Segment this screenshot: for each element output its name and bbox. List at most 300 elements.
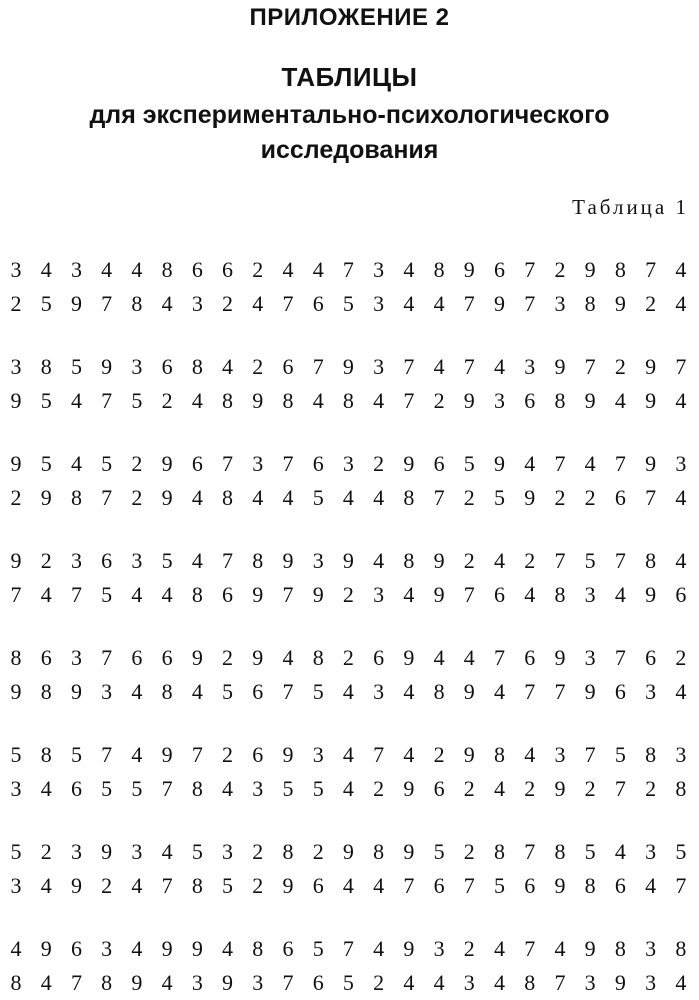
table-cell: 4: [614, 388, 626, 413]
table-cell: 8: [433, 679, 445, 704]
table-cell: 7: [524, 257, 536, 282]
table-cell: 9: [554, 873, 566, 898]
table-cell: 9: [191, 645, 203, 670]
table-cell: 8: [10, 645, 22, 670]
table-cell: 9: [614, 970, 626, 995]
table-cell: 4: [312, 257, 324, 282]
table-cell: 5: [282, 776, 294, 801]
table-cell: 9: [645, 451, 657, 476]
table-cell: 7: [524, 839, 536, 864]
table-cell: 4: [70, 388, 82, 413]
table-cell: 9: [554, 645, 566, 670]
table-cell: 8: [40, 742, 52, 767]
table-cell: 7: [101, 291, 113, 316]
table-cell: 4: [191, 485, 203, 510]
table-cell: 2: [252, 839, 264, 864]
table-cell: 2: [463, 776, 475, 801]
table-cell: 4: [403, 679, 415, 704]
table-row: [6, 291, 691, 317]
table-cell: 2: [131, 485, 143, 510]
table-cell: 6: [312, 291, 324, 316]
table-cell: 8: [70, 485, 82, 510]
table-cell: 4: [403, 257, 415, 282]
table-cell: 3: [675, 742, 687, 767]
table-cell: 4: [614, 582, 626, 607]
table-cell: 9: [312, 582, 324, 607]
table-cell: 7: [463, 354, 475, 379]
table-cell: 3: [70, 839, 82, 864]
table-cell: 3: [70, 645, 82, 670]
table-cell: 7: [584, 354, 596, 379]
table-row: [6, 485, 691, 511]
table-row: [6, 679, 691, 705]
table-cell: 3: [312, 548, 324, 573]
table-cell: 8: [584, 873, 596, 898]
table-cell: 6: [614, 485, 626, 510]
table-row: [6, 970, 691, 996]
table-cell: 3: [101, 679, 113, 704]
table-cell: 4: [222, 354, 234, 379]
table-cell: 4: [403, 970, 415, 995]
table-cell: 2: [312, 839, 324, 864]
table-cell: 9: [645, 354, 657, 379]
table-cell: 4: [463, 645, 475, 670]
table-cell: 5: [10, 742, 22, 767]
table-cell: 7: [342, 936, 354, 961]
table-cell: 8: [433, 257, 445, 282]
table-cell: 7: [282, 582, 294, 607]
appendix-heading: ПРИЛОЖЕНИЕ 2: [249, 4, 450, 31]
table-cell: 3: [312, 742, 324, 767]
table-cell: 4: [131, 936, 143, 961]
table-cell: 7: [614, 451, 626, 476]
table-cell: 9: [40, 936, 52, 961]
table-cell: 4: [282, 645, 294, 670]
table-cell: 5: [584, 839, 596, 864]
table-cell: 8: [554, 388, 566, 413]
table-cell: 8: [282, 839, 294, 864]
table-cell: 7: [463, 582, 475, 607]
table-cell: 2: [675, 645, 687, 670]
table-cell: 7: [403, 354, 415, 379]
table-cell: 5: [494, 485, 505, 510]
table-cell: 2: [10, 485, 22, 510]
table-cell: 4: [494, 970, 505, 995]
table-cell: 6: [675, 582, 687, 607]
table-cell: 7: [554, 970, 566, 995]
table-cell: 2: [252, 873, 264, 898]
table-cell: 4: [161, 291, 173, 316]
table-cell: 4: [494, 548, 505, 573]
table-cell: 4: [373, 936, 385, 961]
table-cell: 8: [191, 582, 203, 607]
table-cell: 4: [675, 485, 687, 510]
table-cell: 7: [463, 873, 475, 898]
table-cell: 2: [524, 548, 536, 573]
subtitle-line-1: для экспериментально-психологического: [89, 101, 610, 129]
table-cell: 3: [645, 839, 657, 864]
table-cell: 6: [131, 645, 143, 670]
subtitle-line-2: исследования: [260, 136, 439, 164]
table-cell: 6: [161, 354, 173, 379]
table-cell: 8: [131, 291, 143, 316]
table-cell: 5: [222, 679, 234, 704]
table-cell: 7: [403, 873, 415, 898]
table-cell: 3: [373, 582, 385, 607]
table-row: [6, 451, 691, 477]
table-row: [6, 388, 691, 414]
table-cell: 9: [161, 742, 173, 767]
table-cell: 9: [645, 582, 657, 607]
table-cell: 4: [40, 873, 52, 898]
table-cell: 4: [40, 970, 52, 995]
table-cell: 5: [433, 839, 445, 864]
table-cell: 9: [554, 354, 566, 379]
table-cell: 7: [312, 354, 324, 379]
table-cell: 5: [101, 451, 113, 476]
table-cell: 2: [645, 776, 657, 801]
table-cell: 9: [40, 485, 52, 510]
table-cell: 3: [675, 451, 687, 476]
table-cell: 4: [222, 936, 234, 961]
table-cell: 8: [645, 742, 657, 767]
table-cell: 5: [614, 742, 626, 767]
table-cell: 2: [584, 776, 596, 801]
table-cell: 4: [161, 839, 173, 864]
table-cell: 5: [40, 388, 52, 413]
table-cell: 7: [342, 257, 354, 282]
table-row: [6, 582, 691, 608]
table-cell: 8: [252, 936, 264, 961]
table-cell: 4: [161, 582, 173, 607]
table-cell: 9: [252, 582, 264, 607]
table-cell: 4: [584, 451, 596, 476]
table-cell: 6: [494, 582, 505, 607]
table-cell: 8: [614, 257, 626, 282]
table-cell: 7: [222, 548, 234, 573]
table-cell: 9: [433, 582, 445, 607]
table-cell: 9: [463, 257, 475, 282]
table-cell: 7: [675, 873, 687, 898]
table-cell: 6: [40, 645, 52, 670]
table-cell: 3: [131, 548, 143, 573]
table-cell: 2: [433, 388, 445, 413]
table-cell: 9: [282, 873, 294, 898]
table-cell: 9: [161, 485, 173, 510]
table-cell: 2: [342, 645, 354, 670]
table-cell: 5: [161, 548, 173, 573]
table-cell: 9: [252, 645, 264, 670]
table-cell: 2: [101, 873, 113, 898]
table-cell: 4: [524, 451, 536, 476]
table-cell: 7: [10, 582, 22, 607]
table-cell: 5: [101, 582, 113, 607]
table-cell: 7: [584, 742, 596, 767]
table-cell: 4: [252, 291, 264, 316]
table-cell: 3: [433, 936, 445, 961]
table-cell: 7: [282, 970, 294, 995]
table-cell: 6: [252, 742, 264, 767]
table-cell: 4: [524, 742, 536, 767]
table-cell: 9: [403, 839, 415, 864]
table-cell: 7: [524, 291, 536, 316]
table-cell: 5: [40, 451, 52, 476]
table-cell: 4: [433, 354, 445, 379]
table-cell: 9: [70, 873, 82, 898]
table-cell: 3: [645, 679, 657, 704]
table-cell: 9: [282, 742, 294, 767]
table-cell: 7: [554, 679, 566, 704]
table-cell: 9: [403, 645, 415, 670]
table-cell: 9: [70, 291, 82, 316]
table-cell: 8: [494, 742, 505, 767]
table-cell: 7: [282, 679, 294, 704]
table-cell: 9: [10, 451, 22, 476]
table-row: [6, 354, 691, 380]
table-cell: 6: [614, 873, 626, 898]
table-cell: 2: [222, 645, 234, 670]
table-cell: 5: [222, 873, 234, 898]
table-cell: 3: [70, 548, 82, 573]
table-cell: 3: [252, 451, 264, 476]
table-cell: 7: [70, 970, 82, 995]
table-cell: 7: [191, 742, 203, 767]
table-cell: 4: [494, 354, 505, 379]
table-cell: 6: [373, 645, 385, 670]
table-cell: 3: [10, 873, 22, 898]
table-cell: 9: [494, 291, 505, 316]
table-cell: 4: [191, 548, 203, 573]
table-cell: 9: [10, 548, 22, 573]
table-cell: 2: [463, 936, 475, 961]
table-cell: 2: [222, 742, 234, 767]
table-cell: 6: [494, 257, 505, 282]
table-cell: 3: [10, 257, 22, 282]
table-cell: 9: [584, 388, 596, 413]
table-cell: 7: [524, 679, 536, 704]
table-cell: 6: [222, 257, 234, 282]
table-cell: 4: [675, 388, 687, 413]
table-cell: 4: [373, 873, 385, 898]
table-cell: 4: [373, 485, 385, 510]
table-cell: 7: [373, 742, 385, 767]
table-cell: 3: [252, 776, 264, 801]
table-cell: 9: [403, 451, 415, 476]
table-cell: 2: [524, 776, 536, 801]
table-cell: 4: [342, 485, 354, 510]
table-cell: 9: [252, 388, 264, 413]
table-cell: 8: [614, 936, 626, 961]
table-cell: 2: [554, 485, 566, 510]
table-cell: 9: [191, 936, 203, 961]
table-cell: 5: [10, 839, 22, 864]
table-cell: 8: [40, 354, 52, 379]
table-cell: 4: [675, 257, 687, 282]
table-cell: 9: [403, 936, 415, 961]
table-cell: 4: [433, 970, 445, 995]
table-cell: 5: [191, 839, 203, 864]
table-cell: 2: [584, 485, 596, 510]
table-cell: 7: [101, 388, 113, 413]
table-cell: 4: [403, 582, 415, 607]
table-cell: 9: [584, 257, 596, 282]
table-cell: 2: [614, 354, 626, 379]
table-cell: 7: [101, 645, 113, 670]
table-cell: 5: [70, 742, 82, 767]
table-cell: 9: [101, 354, 113, 379]
table-cell: 4: [282, 485, 294, 510]
table-cell: 4: [131, 582, 143, 607]
table-cell: 9: [10, 388, 22, 413]
table-cell: 2: [252, 354, 264, 379]
table-cell: 9: [584, 679, 596, 704]
table-cell: 5: [675, 839, 687, 864]
table-cell: 6: [282, 354, 294, 379]
table-cell: 2: [131, 451, 143, 476]
table-cell: 5: [101, 776, 113, 801]
table-cell: 4: [433, 645, 445, 670]
table-cell: 9: [342, 839, 354, 864]
table-cell: 4: [342, 873, 354, 898]
table-cell: 8: [494, 839, 505, 864]
table-cell: 4: [131, 742, 143, 767]
table-cell: 4: [373, 548, 385, 573]
table-cell: 7: [101, 742, 113, 767]
table-cell: 8: [161, 679, 173, 704]
table-cell: 5: [584, 548, 596, 573]
table-cell: 4: [252, 485, 264, 510]
table-cell: 7: [70, 582, 82, 607]
table-cell: 8: [675, 776, 687, 801]
table-cell: 6: [191, 451, 203, 476]
table-cell: 3: [584, 970, 596, 995]
table-cell: 7: [282, 291, 294, 316]
table-cell: 3: [373, 291, 385, 316]
table-cell: 2: [433, 742, 445, 767]
table-cell: 7: [101, 485, 113, 510]
table-row: [6, 839, 691, 865]
table-cell: 8: [524, 970, 536, 995]
table-cell: 4: [494, 679, 505, 704]
table-cell: 4: [40, 257, 52, 282]
table-cell: 7: [433, 485, 445, 510]
table-cell: 4: [403, 742, 415, 767]
table-cell: 9: [433, 548, 445, 573]
table-cell: 3: [584, 645, 596, 670]
table-cell: 9: [131, 970, 143, 995]
table-cell: 4: [131, 679, 143, 704]
table-cell: 6: [524, 388, 536, 413]
table-cell: 4: [191, 679, 203, 704]
table-cell: 3: [584, 582, 596, 607]
table-cell: 3: [645, 936, 657, 961]
table-cell: 9: [10, 679, 22, 704]
table-cell: 7: [645, 257, 657, 282]
table-cell: 7: [554, 548, 566, 573]
table-cell: 6: [222, 582, 234, 607]
table-cell: 2: [161, 388, 173, 413]
table-cell: 8: [645, 548, 657, 573]
table-cell: 3: [645, 970, 657, 995]
table-cell: 5: [40, 291, 52, 316]
table-cell: 6: [433, 873, 445, 898]
table-cell: 4: [675, 679, 687, 704]
table-cell: 2: [373, 970, 385, 995]
table-cell: 4: [222, 776, 234, 801]
table-cell: 5: [131, 776, 143, 801]
table-cell: 6: [524, 873, 536, 898]
table-cell: 9: [222, 970, 234, 995]
table-cell: 8: [191, 776, 203, 801]
table-cell: 9: [70, 679, 82, 704]
table-row: [6, 742, 691, 768]
table-cell: 3: [10, 776, 22, 801]
table-cell: 4: [131, 873, 143, 898]
table-cell: 4: [675, 970, 687, 995]
table-cell: 6: [101, 548, 113, 573]
table-cell: 4: [161, 970, 173, 995]
table-cell: 3: [70, 257, 82, 282]
table-cell: 6: [312, 451, 324, 476]
table-cell: 8: [584, 291, 596, 316]
table-cell: 2: [463, 839, 475, 864]
table-row: [6, 873, 691, 899]
table-cell: 7: [282, 451, 294, 476]
table-cell: 4: [342, 776, 354, 801]
table-cell: 7: [554, 451, 566, 476]
table-label: Таблица 1: [572, 195, 689, 219]
table-cell: 5: [312, 776, 324, 801]
table-cell: 3: [101, 936, 113, 961]
table-cell: 4: [373, 388, 385, 413]
table-cell: 3: [554, 291, 566, 316]
table-cell: 5: [131, 388, 143, 413]
table-cell: 3: [191, 291, 203, 316]
table-cell: 8: [554, 839, 566, 864]
table-cell: 4: [101, 257, 113, 282]
table-cell: 6: [252, 679, 264, 704]
table-cell: 7: [675, 354, 687, 379]
table-cell: 6: [312, 970, 324, 995]
table-cell: 3: [373, 354, 385, 379]
table-cell: 3: [373, 679, 385, 704]
table-cell: 6: [70, 936, 82, 961]
table-cell: 3: [131, 354, 143, 379]
table-cell: 6: [282, 936, 294, 961]
table-cell: 4: [524, 582, 536, 607]
table-cell: 2: [463, 548, 475, 573]
table-cell: 4: [312, 388, 324, 413]
table-cell: 5: [342, 970, 354, 995]
table-row: [6, 645, 691, 671]
table-cell: 8: [161, 257, 173, 282]
table-cell: 4: [433, 291, 445, 316]
table-cell: 9: [584, 936, 596, 961]
table-cell: 9: [463, 742, 475, 767]
table-cell: 9: [342, 354, 354, 379]
table-cell: 4: [675, 291, 687, 316]
table-cell: 6: [70, 776, 82, 801]
table-cell: 3: [463, 970, 475, 995]
table-cell: 2: [40, 839, 52, 864]
table-cell: 5: [342, 291, 354, 316]
table-cell: 8: [222, 485, 234, 510]
table-cell: 4: [40, 776, 52, 801]
table-cell: 2: [373, 776, 385, 801]
table-cell: 9: [524, 485, 536, 510]
table-cell: 2: [645, 291, 657, 316]
table-cell: 9: [614, 291, 626, 316]
